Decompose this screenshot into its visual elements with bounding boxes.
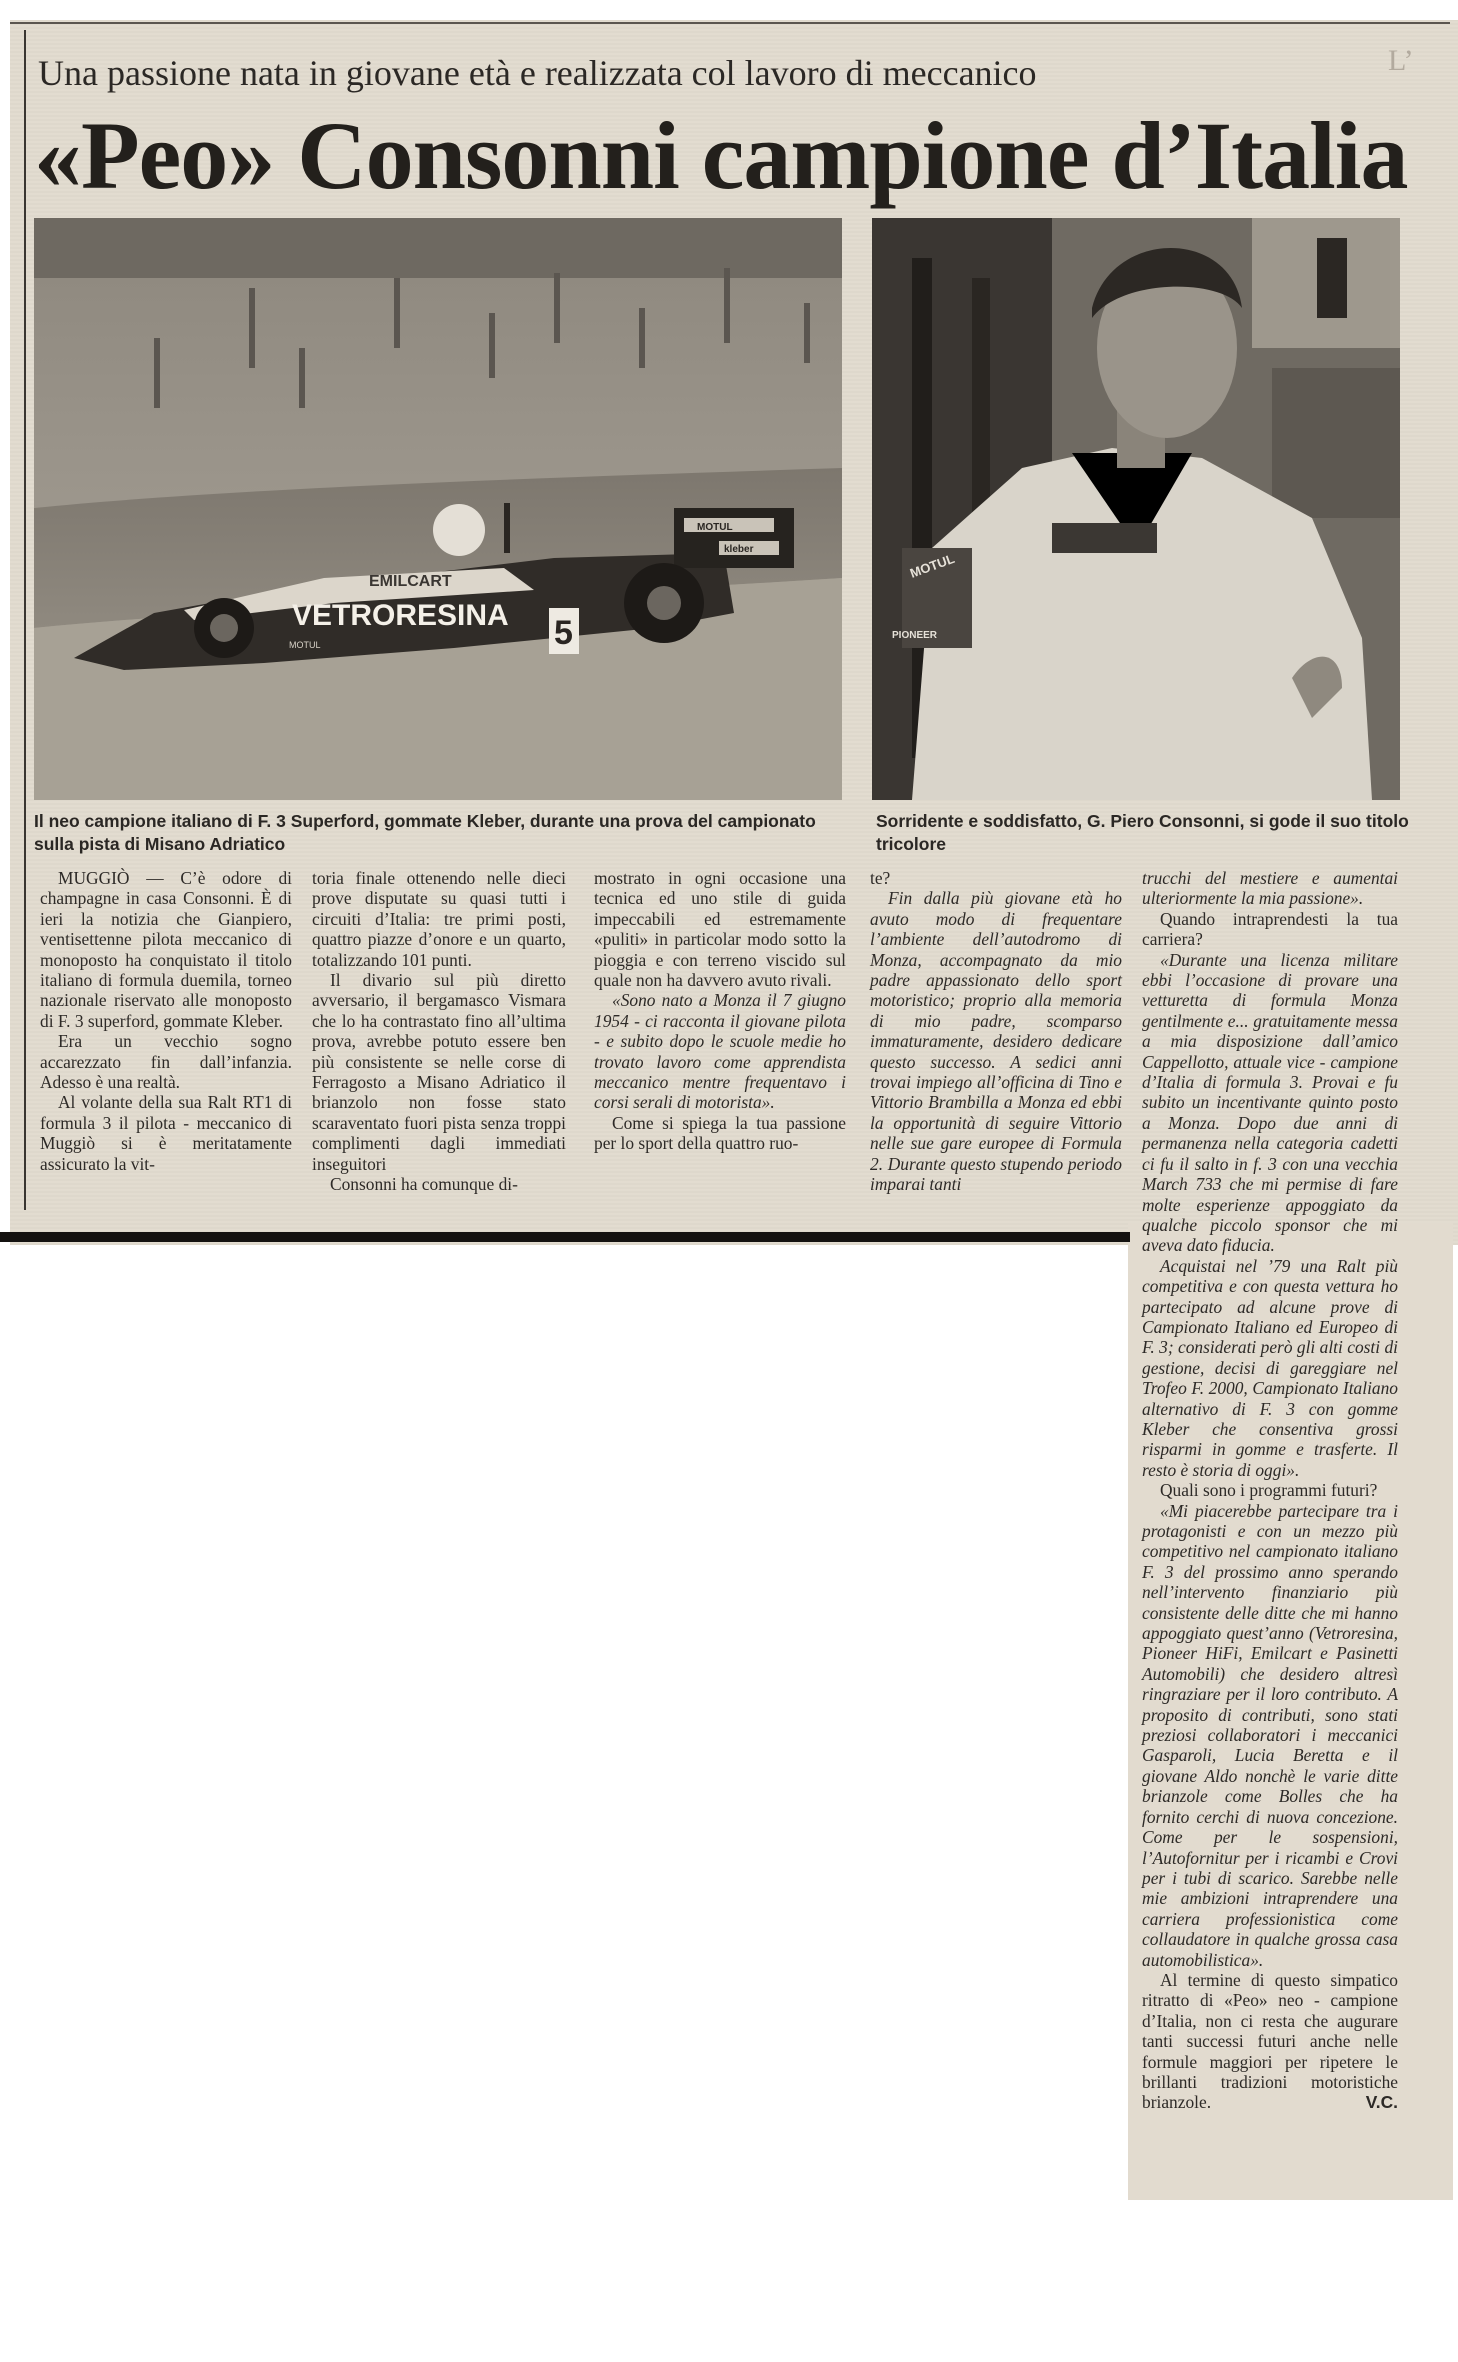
wing-text-motul: MOTUL [697, 522, 733, 533]
car-photo-caption: Il neo campione italiano di F. 3 Superford, gommate Kleber, durante una prova del campionato sulla pista di Misano Adriatico [34, 811, 816, 854]
driver-portrait-photo [872, 218, 1400, 800]
bottom-rule [0, 1232, 1130, 1242]
article-column-1 [40, 868, 292, 1174]
paragraph: «Sono nato a Monza il 7 giugno 1954 - ci racconta il giovane pilota - e subito dopo le scuole medie ho trovato lavoro come apprendista meccanico mentre frequentavo i corsi serali di motorista». [594, 990, 846, 1113]
car-number: 5 [554, 614, 573, 652]
top-rule [10, 22, 1450, 24]
article-headline: «Peo» Consonni campione d’Italia [34, 102, 1408, 209]
paragraph: Fin dalla più giovane età ho avuto modo di frequentare l’ambiente dell’autodromo di Monza, accompagnato da mio padre appassionato dello sport motoristico; proprio alla memoria di mio padre, scomparso immaturamente, desidero dedicare questo successo. A sedici anni trovai impiego all’officina di Tino e Vittorio Brambilla a Monza ed ebbi la opportunità di seguire Vittorio nelle sue gare europee di Formula 2. Durante questo stupendo periodo imparai tanti [870, 888, 1122, 1195]
author-signature: V.C. [1365, 2092, 1398, 2113]
article-column-3 [594, 868, 846, 1154]
paragraph: Come si spiega la tua passione per lo sport della quattro ruo- [594, 1112, 846, 1154]
wing-text-kleber: kleber [724, 544, 754, 555]
paragraph: Quando intraprendesti la tua carriera? [1142, 908, 1398, 950]
paragraph: Al volante della sua Ralt RT1 di formula 3 il pilota - meccanico di Muggiò si è meritatamente assicurato la vit- [40, 1092, 292, 1174]
article-kicker: Una passione nata in giovane età e realizzata col lavoro di meccanico [38, 53, 1037, 93]
car-side-text: VETRORESINA [292, 599, 509, 632]
paragraph: toria finale ottenendo nelle dieci prove disputate su quasi tutti i circuiti d’Italia: tre primi posti, quattro piazze d’onore e un quarto, totalizzando 101 punti. [312, 868, 566, 970]
article-column-4 [870, 868, 1122, 1195]
portrait-photo-caption: Sorridente e soddisfatto, G. Piero Consonni, si gode il suo titolo tricolore [876, 811, 1409, 854]
race-car-photo [34, 218, 842, 800]
paragraph [1142, 1970, 1398, 2113]
paragraph: «Mi piacerebbe partecipare tra i protagonisti e con un mezzo più competitivo nel campionato italiano F. 3 del prossimo anno sperando nell’intervento finanziario più consistente delle ditte che mi hanno appoggiato quest’anno (Vetroresina, Pioneer HiFi, Emilcart e Pasinetti Automobili) che desidero altresì ringraziare per il loro contributo. A proposito di contributi, sono stati preziosi collaboratori i meccanici Gasparoli, Lucia Beretta e il giovane Aldo nonchè le varie ditte brianzole come Bolles che ha fornito cerchi di nuova concezione. Come per le sospensioni, l’Autofornitur per i ricambi e Crovi per i tubi di scarico. Sarebbe nelle mie ambizioni intraprendere una carriera professionistica come collaudatore in qualche grossa casa automobilistica». [1142, 1500, 1398, 1970]
paragraph: Quali sono i programmi futuri? [1160, 1480, 1378, 1501]
paragraph: te? [870, 868, 891, 888]
suit-patch-pioneer: PIONEER [892, 630, 938, 641]
car-nose-text: MOTUL [289, 640, 321, 650]
suit-patch-motul: MOTUL [907, 550, 957, 581]
car-sidepod-text: EMILCART [369, 573, 452, 590]
adjacent-article-fragment: L’ [1388, 44, 1414, 77]
paragraph: Era un vecchio sogno accarezzato fin dall’infanzia. Adesso è una realtà. [40, 1031, 292, 1093]
paragraph: Il divario sul più diretto avversario, il bergamasco Vismara che lo ha contrastato fino all’ultima prova, avrebbe potuto essere ben più consistente se nelle corse di Ferragosto a Misano Adriatico il brianzolo non fosse stato scaraventato fuori pista senza troppi complimenti dagli immediati inseguitori [312, 970, 566, 1174]
left-rule [24, 30, 26, 1210]
article-column-2 [312, 868, 566, 1195]
paragraph: «Durante una licenza militare ebbi l’occasione di provare una vetturetta di formula Monza gentilmente e... gratuitamente messa a mia disposizione dall’amico Cappellotto, attuale vice - campione d’Italia di formula 3. Provai e fu subito un incentivante quinto posto a Monza. Dopo due anni di permanenza nella categoria cadetti ci fu il salto in f. 3 con una vecchia March 733 che mi permise di fare molte esperienze appoggiato da qualche piccolo sponsor che mi aveva dato fiducia. [1142, 949, 1398, 1256]
paragraph: MUGGIÒ — C’è odore di champagne in casa Consonni. È di ieri la notizia che Gianpiero, ventisettenne pilota meccanico di monoposto ha conquistato il titolo italiano di formula duemila, torneo nazionale riservato alle monoposto di F. 3 superford, gommate Kleber. [40, 868, 292, 1031]
closing-paragraph: Al termine di questo simpatico ritratto di «Peo» neo - campione d’Italia, non ci resta che augurare tanti successi futuri anche nelle formule maggiori per ripetere le brillanti tradizioni motoristiche brianzole. [1142, 1969, 1398, 2113]
article-column-5 [1142, 868, 1398, 2113]
paragraph: Consonni ha comunque di- [330, 1174, 518, 1195]
paragraph: Acquistai nel ’79 una Ralt più competitiva e con questa vettura ho partecipato ad alcune prove di Campionato Italiano ed Europeo di F. 3; considerati però gli alti costi di gestione, decisi di gareggiare nel Trofeo F. 2000, Campionato Italiano alternativo di F. 3 con gomme Kleber che consentiva grossi risparmi in gomme e trasferte. Il resto è storia di oggi». [1142, 1255, 1398, 1480]
paragraph: trucchi del mestiere e aumentai ulteriormente la mia passione». [1142, 868, 1398, 909]
paragraph: mostrato in ogni occasione una tecnica ed uno stile di guida impeccabili ed estremamente «puliti» in particolar modo sotto la pioggia e con terreno viscido sul quale non ha davvero avuto rivali. [594, 868, 846, 991]
